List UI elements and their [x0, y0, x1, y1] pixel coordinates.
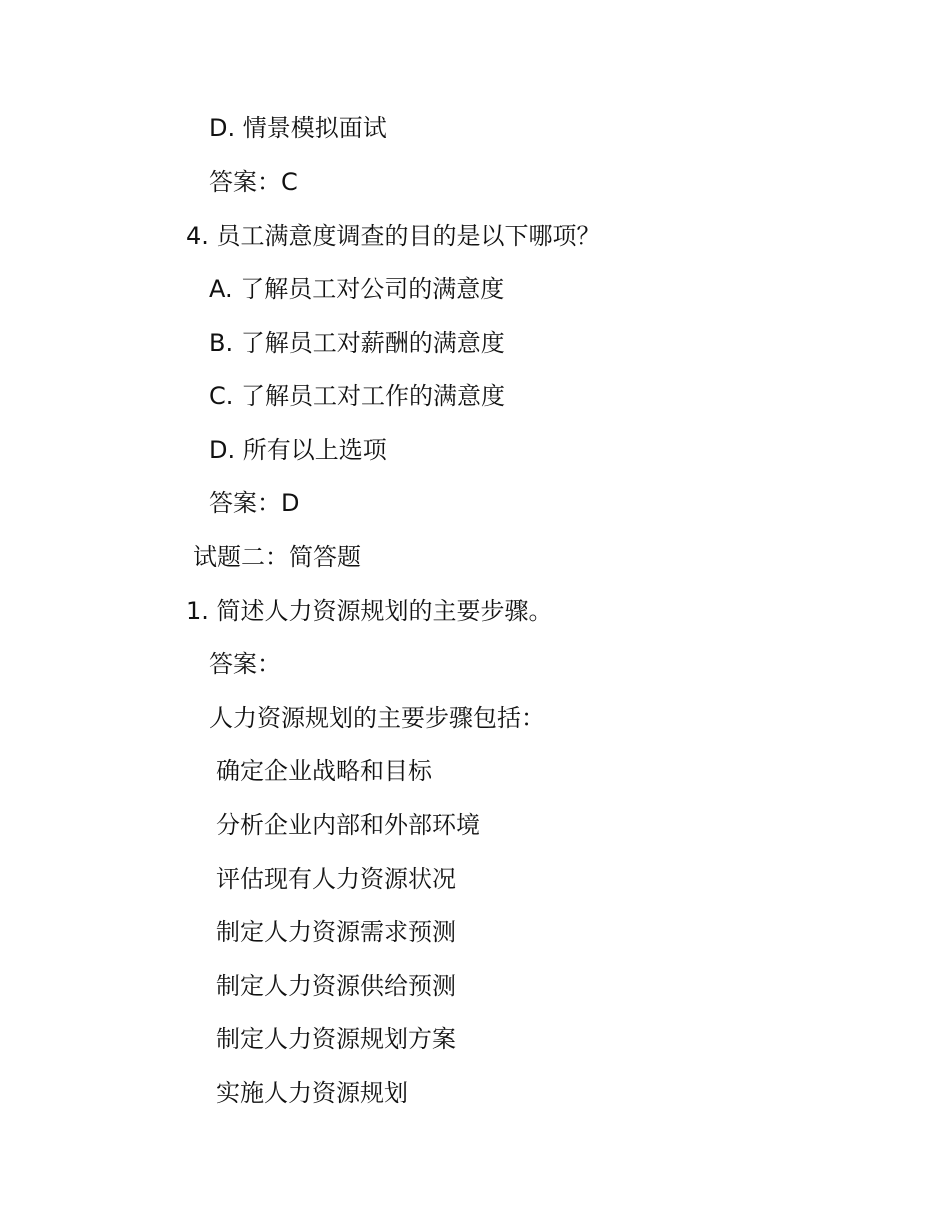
short-answer-1-stem: 1. 简述人力资源规划的主要步骤。 [186, 597, 553, 625]
question-4-option-c: C. 了解员工对工作的满意度 [209, 382, 506, 410]
step-item: 实施人力资源规划 [216, 1079, 408, 1107]
question-4-option-a: A. 了解员工对公司的满意度 [209, 275, 505, 303]
question-4-stem: 4. 员工满意度调查的目的是以下哪项？ [186, 222, 601, 250]
question-3-answer: 答案：C [209, 168, 298, 196]
short-answer-1-answer-label: 答案： [209, 650, 281, 678]
step-item: 制定人力资源供给预测 [216, 972, 456, 1000]
step-item: 制定人力资源需求预测 [216, 918, 456, 946]
question-4-option-b: B. 了解员工对薪酬的满意度 [209, 329, 505, 357]
question-4-option-d: D. 所有以上选项 [209, 436, 387, 464]
section-2-title: 试题二：简答题 [193, 543, 361, 571]
step-item: 分析企业内部和外部环境 [216, 811, 480, 839]
short-answer-1-intro: 人力资源规划的主要步骤包括： [209, 704, 545, 732]
step-item: 制定人力资源规划方案 [216, 1025, 456, 1053]
step-item: 确定企业战略和目标 [216, 757, 432, 785]
step-item: 评估现有人力资源状况 [216, 865, 456, 893]
question-4-answer: 答案：D [209, 489, 300, 517]
question-3-option-d: D. 情景模拟面试 [209, 114, 387, 142]
